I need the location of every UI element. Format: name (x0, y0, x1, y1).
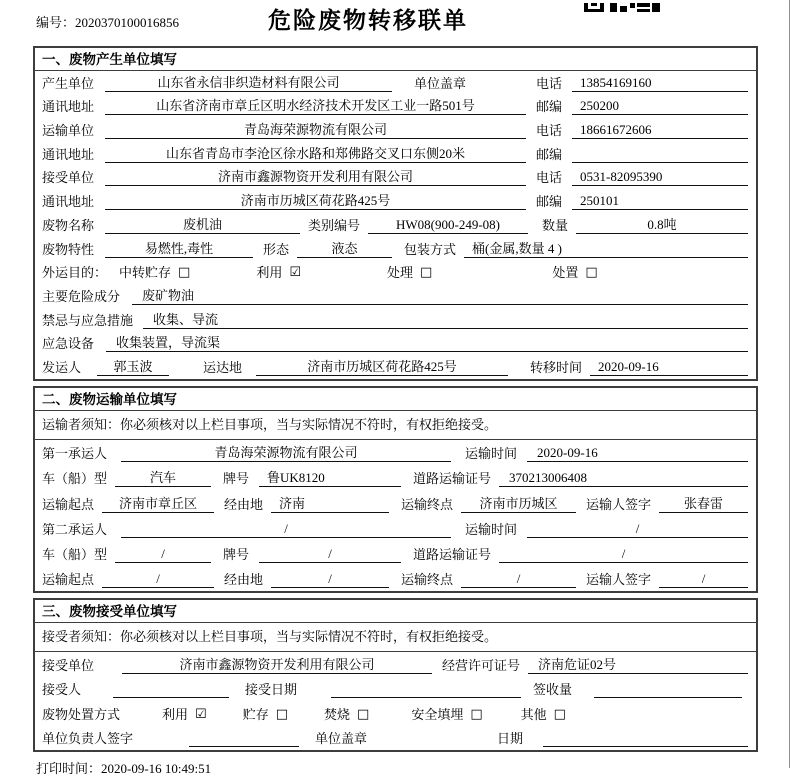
row-receiver (35, 166, 756, 190)
category-code-label: 类别编号 (308, 217, 361, 233)
row-route1 (35, 490, 756, 515)
option-label: 处置 (552, 265, 579, 281)
acceptor-value-empty (113, 682, 229, 698)
row-precaution (35, 308, 756, 332)
row-route2 (35, 566, 756, 591)
print-time-line (36, 758, 796, 777)
print-time-value: 2020-09-16 10:49:51 (101, 761, 212, 777)
date-label: 日期 (497, 731, 524, 747)
category-code-value: HW08(900-249-08) (368, 217, 528, 234)
checkbox-unchecked-icon: □ (357, 706, 370, 722)
option-label: 焚烧 (324, 706, 351, 722)
sign-qty-label: 签收量 (533, 682, 573, 698)
transport-time-label: 运输时间 (465, 446, 518, 462)
disposal-label: 废物处置方式 (42, 706, 121, 722)
page-title: 危险废物转移联单 (268, 8, 468, 33)
road-cert-value: / (499, 546, 748, 563)
route-start-value: / (102, 571, 214, 588)
destination-label: 运达地 (203, 359, 243, 375)
row-shipper (35, 355, 756, 379)
option-label: 其他 (520, 706, 547, 722)
address-value: 山东省济南市章丘区明水经济技术开发区工业一路501号 (105, 98, 526, 115)
row-second-carrier (35, 516, 756, 541)
option-dispose (552, 265, 597, 281)
option-label: 中转贮存 (119, 265, 172, 281)
vehicle-type-value: 汽车 (115, 470, 211, 487)
transport-time-value: / (527, 521, 748, 538)
option-label: 处理 (387, 265, 414, 281)
accept-date-label: 接受日期 (245, 682, 298, 698)
option-label: 贮存 (242, 706, 269, 722)
checkbox-unchecked-icon: □ (275, 706, 288, 722)
option-incinerate (324, 707, 369, 723)
route-end-value: 济南市历城区 (461, 496, 576, 513)
form-label: 形态 (263, 241, 290, 257)
address-label: 通讯地址 (42, 99, 95, 115)
sign-qty-value-empty (594, 682, 742, 698)
responsible-sign-label: 单位负责人签字 (42, 731, 134, 747)
carrier-sign-label: 运输人签字 (586, 496, 652, 512)
row-waste-traits (35, 237, 756, 261)
row-emergency-equipment (35, 332, 756, 356)
license-label: 经营许可证号 (442, 657, 521, 673)
shipper-label: 发运人 (42, 359, 82, 375)
zip-label: 邮编 (536, 99, 563, 115)
hazard-value: 废矿物油 (132, 288, 748, 305)
transport-time-label: 运输时间 (465, 521, 518, 537)
waste-name-label: 废物名称 (42, 217, 95, 233)
option-storage (243, 707, 288, 723)
row-accept-unit (35, 652, 756, 677)
date-value-empty (543, 731, 748, 747)
option-label: 利用 (162, 706, 189, 722)
row-transporter-address (35, 142, 756, 166)
phone-value: 0531-82095390 (572, 169, 748, 186)
route-end-value: / (461, 571, 576, 588)
row-vehicle2 (35, 541, 756, 566)
quantity-label: 数量 (542, 217, 569, 233)
section2-title: 二、废物运输单位填写 (35, 388, 756, 411)
carrier1-value: 青岛海荣源物流有限公司 (121, 445, 451, 462)
destination-value: 济南市历城区荷花路425号 (256, 359, 508, 376)
carrier2-value: / (121, 521, 451, 538)
phone-label: 电话 (536, 123, 563, 139)
checkbox-checked-icon: ☑ (289, 265, 301, 281)
carrier1-label: 第一承运人 (42, 446, 108, 462)
option-label: 利用 (256, 265, 283, 281)
document-header (0, 0, 796, 46)
route-end-label: 运输终点 (401, 496, 454, 512)
quantity-value: 0.8吨 (576, 217, 748, 234)
carrier-sign-value: 张春雷 (659, 496, 748, 513)
vehicle-type-value: / (115, 546, 211, 563)
road-cert-label: 道路运输证号 (413, 546, 492, 562)
zip-value: 250101 (572, 193, 748, 210)
zip-label: 邮编 (536, 194, 563, 210)
checkbox-unchecked-icon: □ (585, 265, 598, 281)
waste-name-value: 废机油 (105, 217, 300, 234)
form-value: 液态 (297, 241, 392, 258)
carrier-sign-label: 运输人签字 (586, 572, 652, 588)
section3-title: 三、废物接受单位填写 (35, 600, 756, 623)
carrier2-label: 第二承运人 (42, 521, 108, 537)
transport-time-value: 2020-09-16 (527, 445, 748, 462)
row-transporter (35, 118, 756, 142)
serial-label: 编号： (36, 15, 76, 30)
purpose-label: 外运目的： (42, 265, 108, 281)
checkbox-unchecked-icon: □ (178, 265, 191, 281)
section1-title: 一、废物产生单位填写 (35, 48, 756, 71)
zip-label: 邮编 (536, 146, 563, 162)
row-outbound-purpose (35, 261, 756, 285)
vehicle-type-label: 车（船）型 (42, 471, 108, 487)
row-waste-name (35, 213, 756, 237)
carrier-sign-value: / (659, 571, 748, 588)
row-producer-address (35, 95, 756, 119)
via-label: 经由地 (224, 572, 264, 588)
waste-traits-value: 易燃性,毒性 (105, 241, 253, 258)
phone-label: 电话 (536, 75, 563, 91)
hazard-label: 主要危险成分 (42, 288, 121, 304)
option-use (162, 707, 207, 723)
route-start-label: 运输起点 (42, 496, 95, 512)
equipment-value: 收集装置，导流渠 (106, 335, 748, 352)
via-value: / (271, 571, 389, 588)
route-start-value: 济南市章丘区 (102, 496, 214, 513)
zip-value-empty (572, 147, 748, 163)
road-cert-value: 370213006408 (499, 470, 748, 487)
checkbox-unchecked-icon: □ (420, 265, 433, 281)
producer-label: 产生单位 (42, 75, 95, 91)
transfer-time-value: 2020-09-16 (590, 359, 748, 376)
via-value: 济南 (271, 496, 389, 513)
checkbox-unchecked-icon: □ (553, 706, 566, 722)
row-responsible-signature (35, 726, 756, 751)
row-receiver-address (35, 189, 756, 213)
license-value: 济南危证02号 (528, 657, 748, 674)
route-end-label: 运输终点 (401, 572, 454, 588)
address-value: 济南市历城区荷花路425号 (105, 193, 526, 210)
plate-label: 牌号 (223, 546, 250, 562)
accept-date-value-empty (331, 682, 521, 698)
address-label: 通讯地址 (42, 146, 95, 162)
serial-number: 2020370100016856 (75, 15, 180, 30)
checkbox-checked-icon: ☑ (195, 706, 207, 722)
row-first-carrier (35, 440, 756, 465)
option-landfill (411, 707, 482, 723)
transporter-value: 青岛海荣源物流有限公司 (105, 122, 526, 139)
receiver-label: 接受单位 (42, 170, 95, 186)
accept-unit-label: 接受单位 (42, 657, 95, 673)
row-producer (35, 71, 756, 95)
road-cert-label: 道路运输证号 (413, 471, 492, 487)
precaution-value: 收集、导流 (143, 312, 748, 329)
phone-value: 13854169160 (572, 75, 748, 92)
address-label: 通讯地址 (42, 194, 95, 210)
scan-edge-line (789, 0, 790, 768)
transporter-notice: 运输者须知：你必须核对以上栏目事项，当与实际情况不符时，有权拒绝接受。 (35, 411, 756, 440)
option-other (521, 707, 566, 723)
option-label: 安全填埋 (411, 706, 464, 722)
accept-unit-value: 济南市鑫源物资开发利用有限公司 (122, 657, 432, 674)
phone-label: 电话 (536, 170, 563, 186)
transfer-time-label: 转移时间 (530, 359, 583, 375)
packaging-value: 桶(金属,数量 4 ) (464, 241, 748, 258)
equipment-label: 应急设备 (42, 336, 95, 352)
seal-label: 单位盖章 (414, 75, 467, 91)
receiver-value: 济南市鑫源物资开发利用有限公司 (105, 169, 526, 186)
row-hazard-component (35, 284, 756, 308)
waste-traits-label: 废物特性 (42, 241, 95, 257)
row-vehicle1 (35, 465, 756, 490)
section-receiver (33, 598, 758, 752)
phone-value: 18661672606 (572, 122, 748, 139)
plate-label: 牌号 (223, 471, 250, 487)
unit-seal-label: 单位盖章 (315, 731, 368, 747)
print-time-label: 打印时间： (36, 761, 102, 777)
address-value: 山东省青岛市李沧区徐水路和郑佛路交叉口东侧20米 (105, 146, 526, 163)
option-transfer-storage (119, 265, 190, 281)
checkbox-unchecked-icon: □ (470, 706, 483, 722)
producer-value: 山东省永信非织造材料有限公司 (105, 75, 392, 92)
route-start-label: 运输起点 (42, 572, 95, 588)
option-treat (387, 265, 432, 281)
zip-value: 250200 (572, 98, 748, 115)
row-disposal-method (35, 701, 756, 726)
packaging-label: 包装方式 (404, 241, 457, 257)
receiver-notice: 接受者须知：你必须核对以上栏目事项，当与实际情况不符时，有权拒绝接受。 (35, 623, 756, 652)
transporter-label: 运输单位 (42, 123, 95, 139)
section-producer (33, 46, 758, 381)
responsible-sign-value-empty (189, 731, 299, 747)
qr-code-partial-icon (584, 0, 660, 16)
plate-value: 鲁UK8120 (259, 470, 401, 487)
shipper-value: 郭玉波 (97, 359, 169, 376)
precaution-label: 禁忌与应急措施 (42, 312, 134, 328)
row-acceptor (35, 677, 756, 702)
plate-value: / (259, 546, 401, 563)
section-transporter (33, 386, 758, 593)
via-label: 经由地 (224, 496, 264, 512)
acceptor-label: 接受人 (42, 682, 82, 698)
vehicle-type-label: 车（船）型 (42, 546, 108, 562)
option-use (256, 265, 301, 281)
